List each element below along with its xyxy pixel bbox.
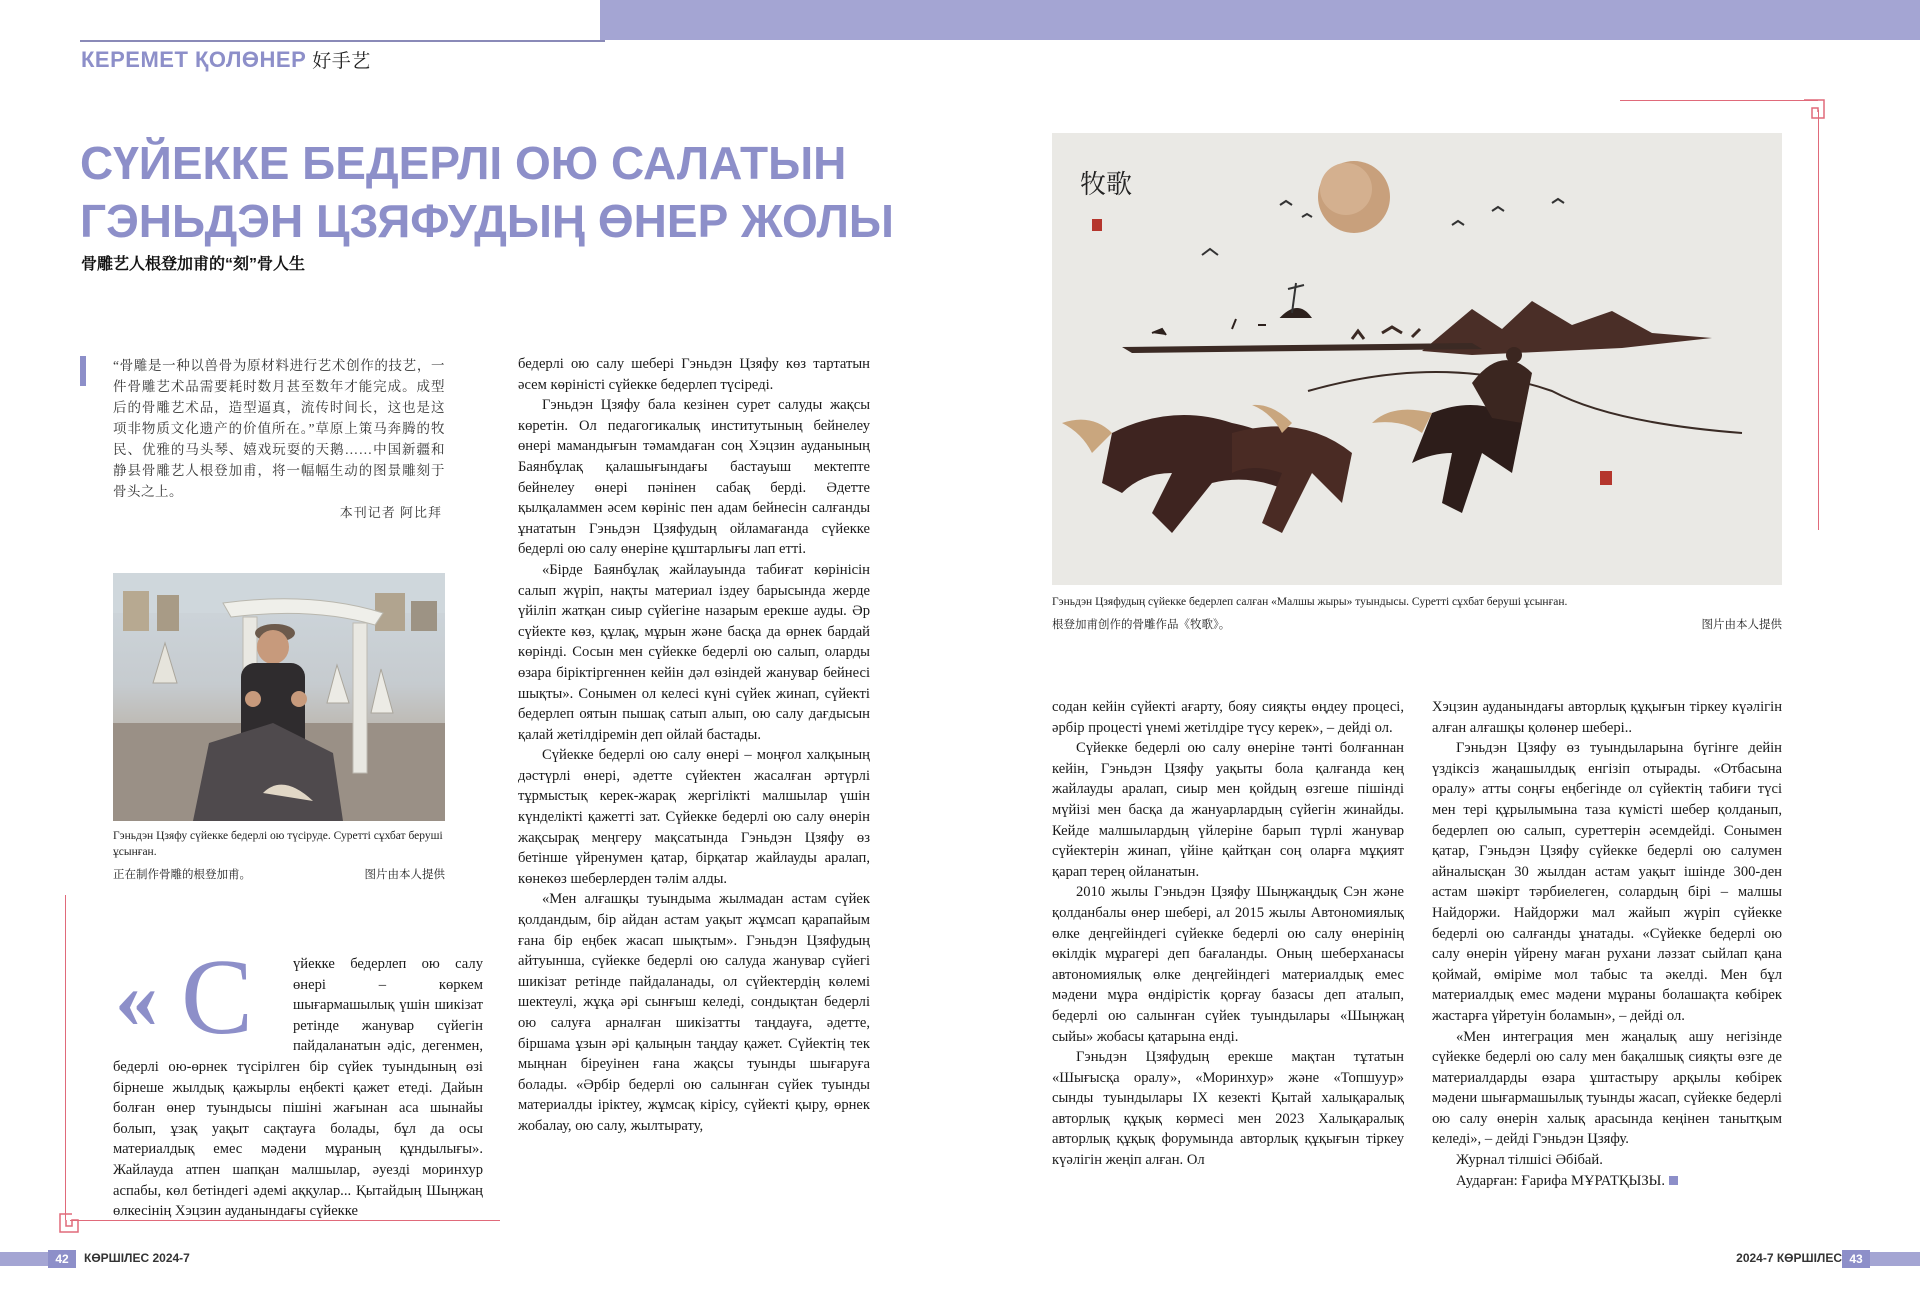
paragraph: Гэньдэн Цзяфу бала кезінен сурет салуды жақсы көретін. Ол педагогикалық институтының бейнелеу өнері мамандығын тәмамдаған соң Хэцзин ауданының Баянбұлақ қалашығындағы бастауыш мектепте бейнелеу өнері пәнінен сабақ берді. Әдетте қылқаламмен әсем көрініс пен адам бейнесін салғанды ұнататын Гэньдэн Цзяфудың ойламағанда сүйекке бедерлі ою салу өнеріне құштарлығы лап етті.: [518, 397, 870, 558]
artist-photo-caption-cn-text: 正在制作骨雕的根登加甫。: [113, 869, 251, 881]
artist-photo-caption: Гэньдэн Цзяфу сүйекке бедерлі ою түсіруде. Суретті сұхбат беруші ұсынған.: [113, 830, 443, 858]
artist-photo-illustration: [113, 573, 445, 821]
paragraph: [1432, 1171, 1782, 1192]
right-footer-text: 2024-7 КӨРШІЛЕС: [1736, 1251, 1842, 1265]
painting-caption-cn: [1052, 616, 1782, 632]
drop-cap-space: [113, 950, 293, 1056]
rubric-kz: КЕРЕМЕТ ҚОЛӨНЕР: [81, 47, 307, 72]
artist-photo: [113, 573, 445, 821]
painting-seal-text: 牧歌: [1080, 170, 1133, 200]
paragraph: содан кейін сүйекті ағарту, бояу сияқты өңдеу процесі, әрбір процесті үнемі жетілдіре түсу керек», – дейді ол.: [1052, 699, 1404, 736]
artist-photo-credit: 图片由本人提供: [364, 869, 445, 881]
paragraph: «Мен интеграция мен жаңалық ашу негізінде сүйекке бедерлі ою салу мен бақалшық сияқты өзге де материалдарды өзара ұштастыру арқылы көбірек мәдени шығармашылық туынды жасап, сүйекке бедерлі ою салу өнерін халық арасында кеңінен танытқым келеді», – дейді Гэньдэн Цзяфу.: [1432, 1028, 1782, 1148]
column-1-text: үйекке бедерлеп ою салу өнері – көркем шығармашылық үшін шикізат ретінде жанувар сүйегін пайдаланатын әдіс, дегенмен, бедерлі ою-өрнек түсірілген бір сүйек туындының өзі бірнеше жылдық қажырлы еңбекті қажет етеді. Дайын болған өнер туындысы пішіні жағынан аса шынайы болып, ұзақ уақыт сақтауға болады, бұл да осы материалдық емес мәдени мұраның құндылығы». Жайлауда атпен шапқан малшылар, әуезді моринхур аспабы, көл бетіндегі әдемі аққулар... Қытайдың Шыңжаң өлкесінің Хэцзин ауданындағы сүйекке: [113, 956, 483, 1220]
column-2: [518, 354, 870, 1210]
left-footer-text: КӨРШІЛЕС 2024-7: [84, 1251, 190, 1265]
frame-corner-ornament-left: [50, 1195, 90, 1235]
frame-line-right-vertical: [1818, 110, 1819, 530]
translator-line: Аударған: Ғарифа МҰРАТҚЫЗЫ.: [1456, 1172, 1666, 1189]
column-1: [113, 950, 483, 1220]
paragraph: Гэньдэн Цзяфудың ерекше мақтан тұтатын «Шығысқа оралу», «Моринхур» және «Топшуур» сынды туындылары IX кезекті Қытай халықаралық авторлық құқық көрмесі мен 2023 Халықаралық авторлық құқық форумында авторлық құқығын тіркеу күәлігін жеңіп алған. Ол: [1052, 1049, 1404, 1169]
paragraph: Сүйекке бедерлі ою салу өнері – моңғол халқының дәстүрлі өнері, әдетте сүйектен жасалған әртүрлі тұрмыстық керек-жарақ жергілікті малшылар үшін күнделікті қажетті зат. Сүйекке бедерлі ою салу өнерін жақсырақ меңгеру мақсатында Гэньдэн Цзяфу өз бетінше үйренумен қатар, бірқатар жайлауды аралап, көнекөз шеберлерден тәлім алды.: [518, 747, 870, 887]
paragraph: Гэньдэн Цзяфу өз туындыларына бүгінге дейін үздіксіз жаңашылдық енгізіп отырады. «Отбасына оралу» атты соңғы еңбегінде ол сүйектің табиғи түсі мен тері құрылымына таза күмісті шебер қолданып, бедерлеп ою салып, суреттерін әсемдейді. Сонымен қатар, Гэньдэн Цзяфу сүйекке бедерлі ою салумен айналысқан 30 жылдан астам уақыт ішінде 300-ден астам шәкірт тәрбиелеген, солардың бірі – малшы Найдоржи. Найдоржи мал жайып жүріп сүйекке бедерлі ою салғанды ұнатады. «Сүйекке бедерлі ою салу өнерін үйрену маған рухани ләззат сыйлап қана қоймай, өміріме мол табыс та әкелді. Мен бұл материалдық емес мәдени мұраны болашақта көбірек жастарға үйретуін боламын», – дейді ол.: [1432, 740, 1782, 1024]
painting-caption-cn-text: 根登加甫创作的骨雕作品《牧歌》。: [1052, 619, 1231, 631]
drop-cap: С: [181, 938, 254, 1057]
paragraph: «Мен алғашқы туындыма жылмадан астам сүйек қолдандым, бір айдан астам уақыт жұмсап қарапайым ғана бір еңбек жасап шықтым». Гэньдэн Цзяфудың айтуынша, сүйекке бедерлі ою салуда жанувар сүйегі шикізат ретінде пайдаланады, ол сүйектердің көлемі шектеулі, жұқа әрі сынғыш келеді, сондықтан бедерлі ою салуға арналған шикізатты таңдауға, әдетте, біршама ұзын әрі қалыңын таңдау қажет. Сүйектің тек мыңнан біреуінен ғана жақсы туынды шығаруға болады. «Әрбір бедерлі ою салынған сүйек туынды материалды іріктеу, жұмсақ кірісу, сүйекті қыру, өрнек жобалау, ою салу, жылтырату,: [518, 891, 870, 1134]
painting-caption: Гэньдэн Цзяфудың сүйекке бедерлеп салған «Малшы жыры» туындысы. Суретті сұхбат беруші ұсынған.: [1052, 596, 1568, 608]
paragraph: Сүйекке бедерлі ою салу өнеріне тәнті болғаннан кейін, Гэньдэн Цзяфу уақыты бола қалғанда кең жайлауды аралап, сиыр мен қойдың өзгеше пішінді мүйізі мен басқа да жануарлардың сүйегін жинайды. Кейде малшылардың үйлеріне барып түрлі жанувар сүйектерін жинап, үйіне қайтқан соң оларға мұқият қарап терең ойланатын.: [1052, 740, 1404, 880]
column-4: [1432, 697, 1782, 1202]
footer-band-left: [0, 1252, 48, 1266]
paragraph: Хэцзин ауданындағы авторлық құқығын тіркеу күәлігін алған алғашқы қолөнер шебері..: [1432, 699, 1782, 736]
paragraph: бедерлі ою салу шебері Гэньдэн Цзяфу көз тартатын әсем көріністі сүйекке бедерлеп түсіреді.: [518, 356, 870, 393]
right-page-number: 43: [1842, 1250, 1870, 1268]
article-title: [80, 134, 980, 250]
footer-band-right: [1870, 1252, 1920, 1266]
left-page-number: 42: [48, 1250, 76, 1268]
paragraph: 2010 жылы Гэньдэн Цзяфу Шыңжаңдық Сэн және қолданбалы өнер шебері, ал 2015 жылы Автономиялық өлке деңгейіндегі сүйекке бедерлі ою салу өнерінің өкілдік мұрагері деп бағаланды. Оның шеберханасы автономиялық өлке деңгейіндегі материалдық емес мәдени мұра өндірістік қорғау базасы деп аталып, бедерлі ою салынған сүйек туындылары «Шыңжаң сыйы» жобасы қатарына енді.: [1052, 884, 1404, 1045]
author-line: 本刊记者 阿比拜: [339, 505, 442, 520]
column-3: [1052, 697, 1404, 1202]
rubric: [81, 46, 371, 73]
frame-corner-ornament-right: [1800, 92, 1840, 132]
frame-line-right-top: [1620, 100, 1818, 101]
drop-quote-mark: «: [115, 950, 158, 1046]
paragraph: «Бірде Баянбұлақ жайлауында табиғат көрінісін салып жүріп, нақты материал іздеу барысында жерде үйіліп жатқан сиыр сүйегіне назарым ерекше ауды. Әр сүйекте көз, құлақ, мұрын және басқа да өрнек бардай көрінді. Сосын мен сүйекке бедерлі ою салып, оларды өзара біріктіргеннен кейін дәл өзіндей жанувар бейнесі шықты». Сонымен ол келесі күні сүйек жинап, сүйекті бедерлеп оятын пышақ сатып алып, ою салу дағдысын қалай жетілдіремін деп ойлай бастады.: [518, 561, 870, 743]
rubric-cn: 好手艺: [312, 51, 371, 72]
frame-line-left-vertical: [65, 895, 66, 1220]
painting-illustration: [1052, 133, 1782, 585]
end-mark-icon: [1669, 1176, 1678, 1185]
top-color-band: [600, 0, 1920, 40]
title-line-1: СҮЙЕККЕ БЕДЕРЛІ ОЮ САЛАТЫН: [80, 137, 847, 189]
article-subtitle-cn: 骨雕艺人根登加甫的“刻”骨人生: [81, 256, 306, 273]
painting-credit: 图片由本人提供: [1701, 619, 1782, 631]
rubric-rule: [80, 40, 605, 42]
intro-paragraph: “骨雕是一种以兽骨为原材料进行艺术创作的技艺，一件骨雕艺术品需要耗时数月甚至数年才能完成。成型后的骨雕艺术品，造型逼真，流传时间长，这也是这项非物质文化遗产的价值所在。”草原上策马奔腾的牧民、优雅的马头琴、嬉戏玩耍的天鹅……中国新疆和静县骨雕艺人根登加甫，将一幅幅生动的图景雕刻于骨头之上。: [113, 358, 445, 499]
paragraph: Журнал тілшісі Әбібай.: [1456, 1152, 1603, 1169]
bone-carving-painting: [1052, 133, 1782, 585]
intro-marker: [80, 356, 86, 386]
artist-photo-caption-cn: [113, 866, 445, 882]
title-line-2: ГЭНЬДЭН ЦЗЯФУДЫҢ ӨНЕР ЖОЛЫ: [80, 195, 894, 247]
